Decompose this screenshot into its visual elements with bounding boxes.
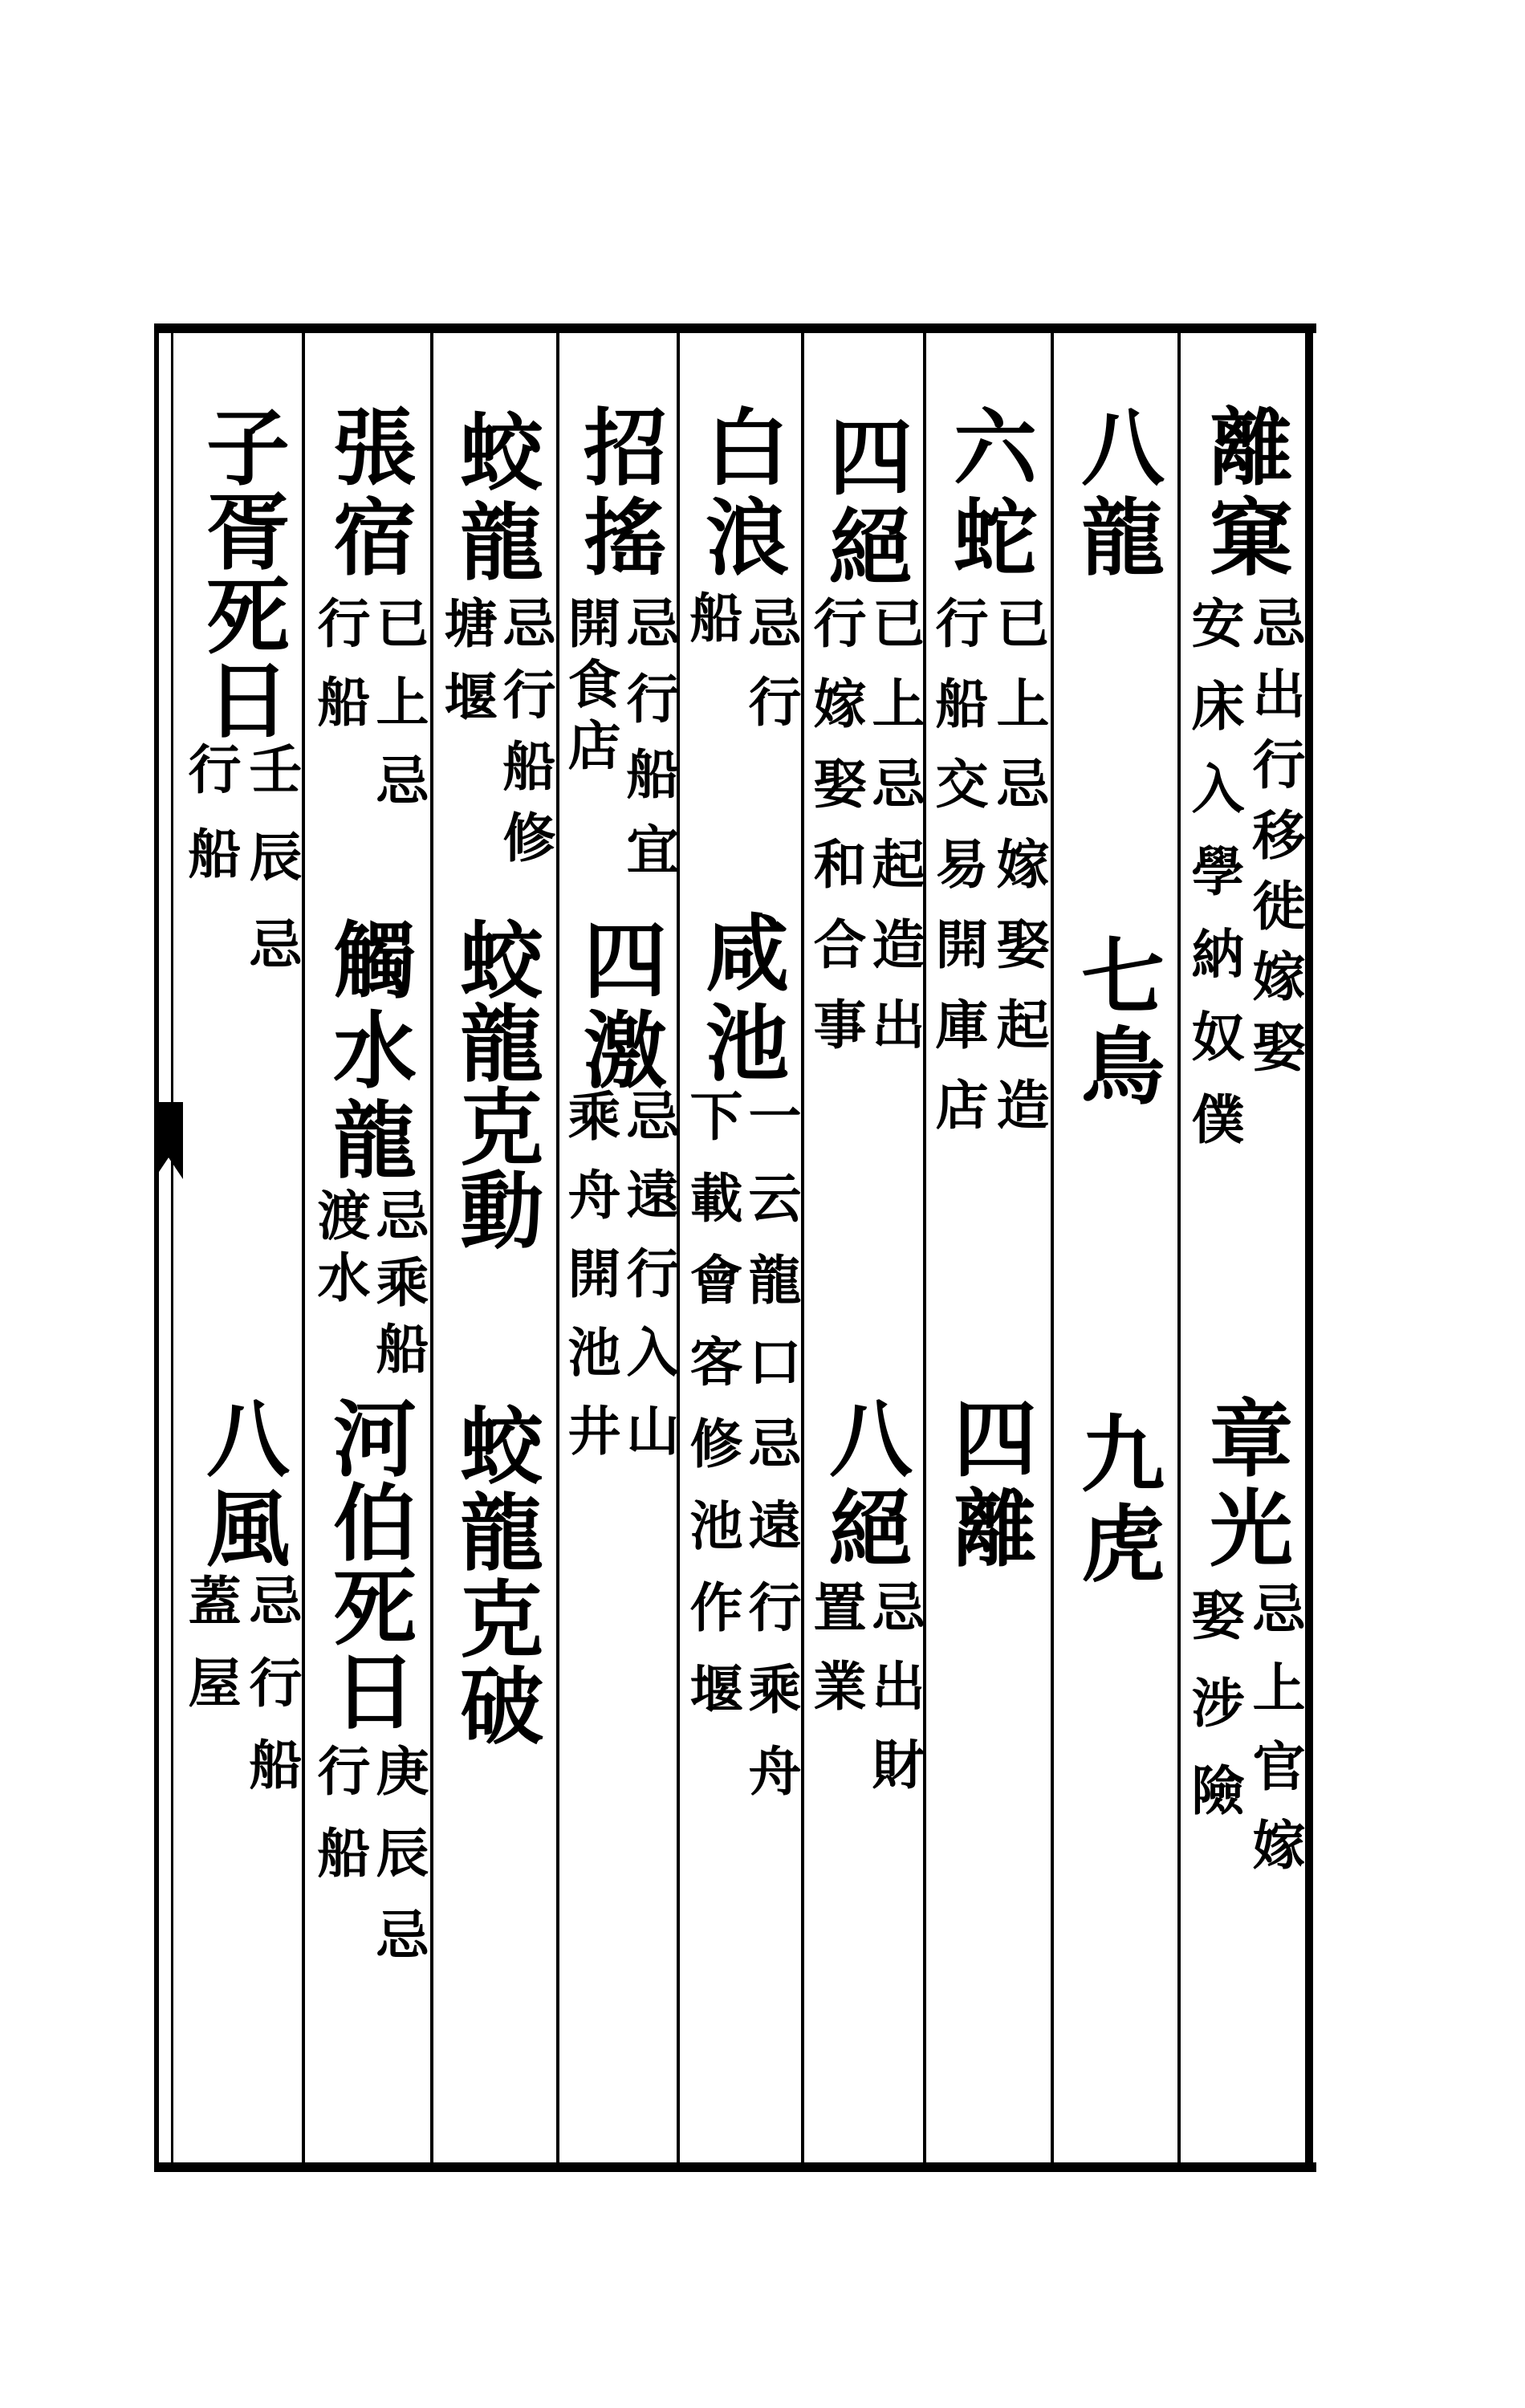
- annotation-left: 行船: [308, 596, 371, 753]
- term-heading: 六蛇: [939, 404, 1038, 584]
- annotation-right: 已上忌嫁娶起造: [987, 596, 1050, 1157]
- annotation-left: 塘堰: [435, 596, 498, 743]
- text-column-6: [554, 0, 682, 2408]
- annotation-right: 忌乘船: [367, 1188, 429, 1388]
- annotation-right: 已上忌: [367, 596, 429, 832]
- frame-left-border: [154, 323, 159, 2172]
- text-column-9: [177, 0, 305, 2408]
- text-column-2: [1051, 0, 1180, 2408]
- term-heading: 白浪: [691, 404, 790, 584]
- annotation-left: 行船: [179, 742, 242, 910]
- text-column-1: [1180, 0, 1308, 2408]
- text-column-5: [676, 0, 804, 2408]
- annotation-left: 蓋屋: [179, 1573, 242, 1737]
- text-column-4: [799, 0, 928, 2408]
- annotation-left: 行嫁娶和合事: [804, 596, 867, 1077]
- term-heading: 章光: [1195, 1395, 1294, 1575]
- annotation-left: 安床入學納奴僕: [1182, 596, 1245, 1174]
- annotation-left: 船: [681, 590, 743, 669]
- term-heading: 咸池: [691, 909, 790, 1089]
- annotation-right: 忌上官嫁: [1243, 1581, 1306, 1896]
- term-heading: 四激: [569, 917, 668, 1096]
- term-heading: 招搖: [569, 404, 668, 584]
- term-heading: 九虎: [1067, 1410, 1165, 1590]
- annotation-left: 渡水: [308, 1188, 371, 1312]
- annotation-right: 一云龍口忌遠行乘舟: [739, 1088, 802, 1825]
- annotation-right: 忌行船宜: [617, 596, 680, 897]
- annotation-left: 下載會客修池作堰: [681, 1088, 743, 1743]
- term-heading: 四離: [939, 1395, 1038, 1575]
- term-heading: 八風: [192, 1395, 291, 1575]
- annotation-right: 庚辰忌: [367, 1743, 429, 1989]
- annotation-right: 忌出財: [863, 1580, 925, 1816]
- term-heading: 張宿: [319, 404, 417, 584]
- column-divider: [171, 333, 173, 2162]
- term-heading: 觸水龍: [319, 917, 417, 1186]
- annotation-left: 開食店: [559, 596, 621, 779]
- annotation-right: 壬辰忌: [240, 742, 303, 1004]
- annotation-right: 已上忌起造出: [863, 596, 925, 1077]
- annotation-right: 忌行: [739, 596, 802, 753]
- term-heading: 子胥死日: [192, 404, 291, 741]
- text-column-7: [430, 0, 559, 2408]
- term-heading: 八絕: [815, 1395, 913, 1575]
- annotation-right: 忌行船修: [494, 596, 556, 881]
- term-heading: 離窠: [1195, 404, 1294, 584]
- term-heading: 四絕: [815, 413, 913, 593]
- annotation-right: 忌行船: [240, 1573, 303, 1819]
- term-heading: 蛟龍: [445, 409, 544, 588]
- annotation-right: 忌出行移徙嫁娶: [1243, 596, 1306, 1090]
- term-heading: 八龍: [1067, 404, 1165, 584]
- term-heading: 河伯死日: [319, 1395, 417, 1732]
- annotation-left: 置業: [804, 1580, 867, 1737]
- annotation-left: 乘舟開池井: [559, 1088, 621, 1482]
- annotation-left: 行船交易開庫店: [926, 596, 989, 1157]
- term-heading: 七鳥: [1067, 933, 1165, 1112]
- term-heading: 蛟龍克破: [445, 1402, 544, 1749]
- term-heading: 蛟龍克動: [445, 917, 544, 1251]
- annotation-right: 忌遠行入山: [617, 1088, 680, 1482]
- annotation-left: 娶涉險: [1182, 1588, 1245, 1850]
- text-column-3: [924, 0, 1052, 2408]
- text-column-8: [303, 0, 432, 2408]
- annotation-left: 行船: [308, 1743, 371, 1907]
